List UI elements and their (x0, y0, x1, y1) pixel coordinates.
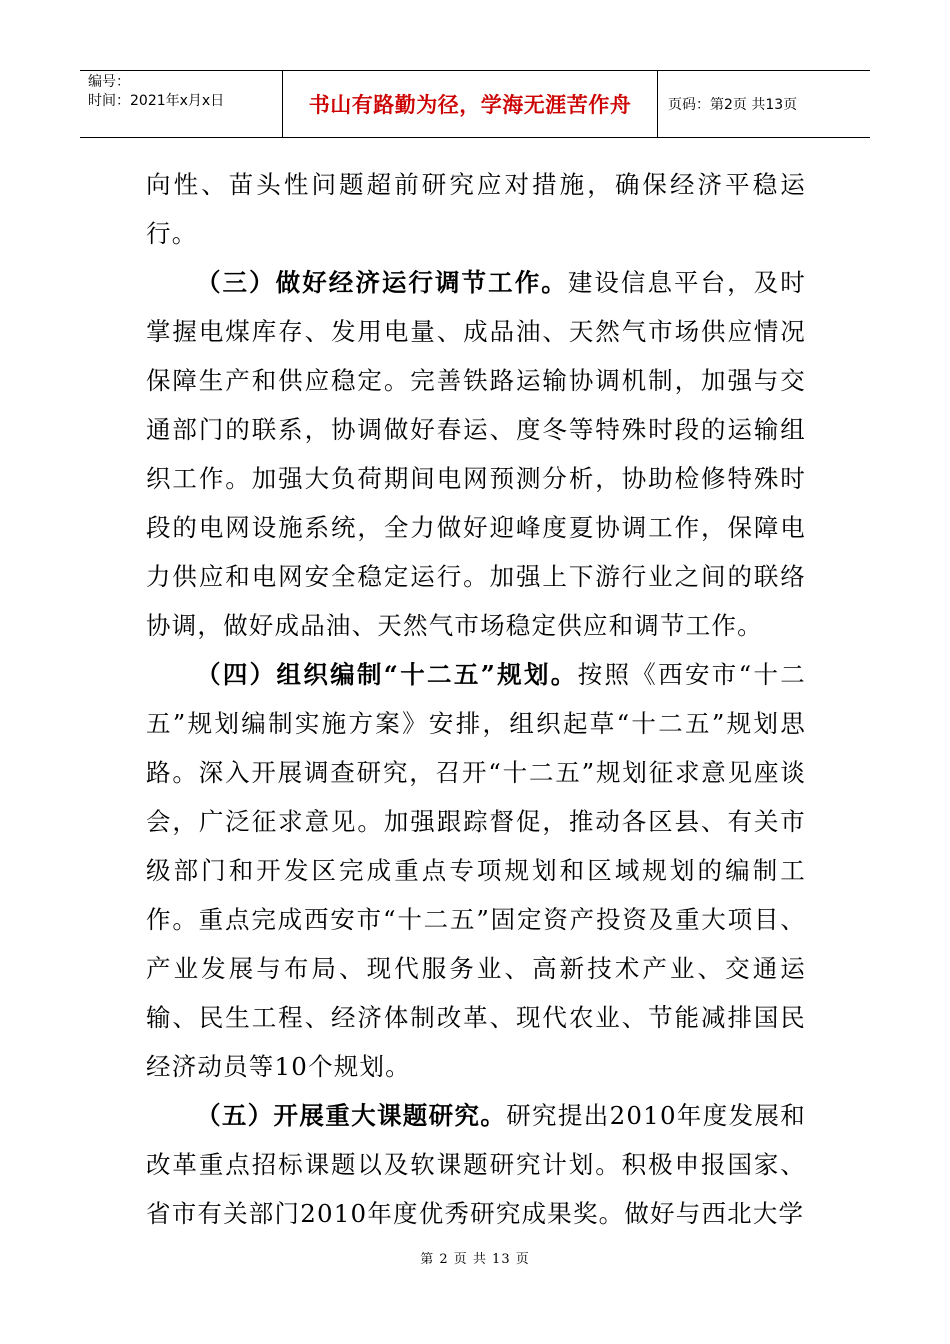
header-meta (80, 71, 282, 137)
paragraph-text: 按照《西安市“十二五”规划编制实施方案》安排，组织起草“十二五”规划思路。深入开展调查研究，召开“十二五”规划征求意见座谈会，广泛征求意见。加强跟踪督促，推动各区县、有关市级部门和开发区完成重点专项规划和区域规划的编制工作。重点完成西安市“十二五”固定资产投资及重大项目、产业发展与布局、现代服务业、高新技术产业、交通运输、民生工程、经济体制改革、现代农业、节能减排国民经济动员等10个规划。 (146, 660, 807, 1081)
paragraph-section-4 (146, 650, 806, 1091)
paragraph-text: 向性、苗头性问题超前研究应对措施，确保经济平稳运行。 (146, 170, 806, 248)
number-label: 编号： (88, 74, 130, 90)
header-page-info: 页码：第2页 共13页 (668, 97, 798, 113)
paragraph-section-3 (146, 258, 806, 650)
document-body (146, 160, 806, 1238)
header-motto: 书山有路勤为径，学海无涯苦作舟 (282, 71, 658, 137)
paragraph-section-5 (146, 1091, 806, 1238)
date-label: 时间：2021年x月x日 (88, 93, 225, 109)
paragraph-text: 研究提出2010年度发展和改革重点招标课题以及软课题研究计划。积极申报国家、省市有关部门2010年度优秀研究成果奖。做好与西北大学 (146, 1101, 806, 1228)
section-heading: （三）做好经济运行调节工作。 (196, 268, 568, 297)
section-heading: （四）组织编制“十二五”规划。 (196, 660, 578, 689)
page-header (80, 70, 870, 138)
page-footer: 第 2 页 共 13 页 (420, 1252, 530, 1267)
paragraph-text: 建设信息平台，及时掌握电煤库存、发用电量、成品油、天然气市场供应情况保障生产和供应稳定。完善铁路运输协调机制，加强与交通部门的联系，协调做好春运、度冬等特殊时段的运输组织工作。加强大负荷期间电网预测分析，协助检修特殊时段的电网设施系统，全力做好迎峰度夏协调工作，保障电力供应和电网安全稳定运行。加强上下游行业之间的联络协调，做好成品油、天然气市场稳定供应和调节工作。 (146, 268, 806, 640)
section-heading: （五）开展重大课题研究。 (196, 1101, 507, 1130)
paragraph-continuation (146, 160, 806, 258)
